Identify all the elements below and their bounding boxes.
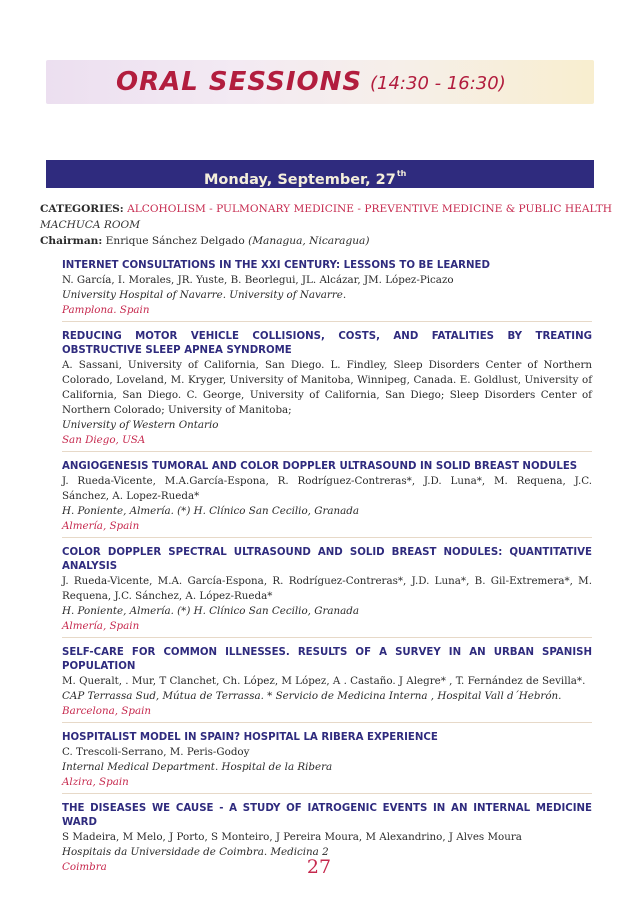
day-suffix: th — [396, 169, 407, 178]
session-title: COLOR DOPPLER SPECTRAL ULTRASOUND AND SOLID BREAST NODULES: QUANTITATIVE ANALYSIS — [62, 547, 592, 572]
session-institution: Hospitais da Universidade de Coimbra. Medicina 2 — [62, 846, 329, 858]
categories-value: ALCOHOLISM - PULMONARY MEDICINE - PREVENTIVE MEDICINE & PUBLIC HEALTH — [127, 203, 613, 215]
session-city: Almería, Spain — [62, 620, 140, 632]
session-authors: A. Sassani, University of California, San Diego. L. Findley, Sleep Disorders Center of Northern Colorado, Loveland, M. Kryger, University of Manitoba, Winnipeg, Canada. E. Goldlust, University of California, San Diego. C. George, University of California, San Diego; Sleep Disorders Center of Northern Colorado; University of Manitoba; — [62, 359, 592, 416]
session-institution: H. Poniente, Almería. (*) H. Clínico San Cecilio, Granada — [62, 505, 360, 517]
session-item — [62, 646, 592, 723]
session-list — [62, 259, 592, 883]
session-institution: Internal Medical Department. Hospital de la Ribera — [62, 761, 333, 773]
session-title: ANGIOGENESIS TUMORAL AND COLOR DOPPLER ULTRASOUND IN SOLID BREAST NODULES — [62, 461, 578, 472]
page-number: 27 — [306, 856, 332, 878]
session-divider — [62, 722, 592, 723]
session-authors: J. Rueda-Vicente, M.A.García-Espona, R. Rodríguez-Contreras*, J.D. Luna*, M. Requena, J.C. Sánchez, A. Lopez-Rueda* — [62, 475, 592, 502]
session-city: San Diego, USA — [62, 434, 146, 446]
session-authors: M. Queralt, . Mur, T Clanchet, Ch. López, M López, A . Castaño. J Alegre* , T. Fernández de Sevilla*. — [62, 675, 586, 687]
session-authors: N. García, I. Morales, JR. Yuste, B. Beorlegui, JL. Alcázar, JM. López-Picazo — [62, 274, 454, 286]
session-divider — [62, 793, 592, 794]
session-institution: CAP Terrassa Sud, Mútua de Terrassa. * Servicio de Medicina Interna , Hospital Vall d´Hebrón. — [62, 690, 562, 702]
session-institution: University of Western Ontario — [62, 419, 219, 431]
session-city: Alzira, Spain — [62, 776, 129, 788]
session-meta — [40, 201, 613, 249]
chairman-row — [40, 233, 600, 249]
session-authors: S Madeira, M Melo, J Porto, S Monteiro, J Pereira Moura, M Alexandrino, J Alves Moura — [62, 831, 522, 843]
session-divider — [62, 537, 592, 538]
session-divider — [62, 637, 592, 638]
session-time: (14:30 - 16:30) — [370, 73, 506, 94]
room-name: MACHUCA ROOM — [40, 219, 141, 231]
categories-label: CATEGORIES: — [40, 203, 124, 215]
session-title: THE DISEASES WE CAUSE - A STUDY OF IATROGENIC EVENTS IN AN INTERNAL MEDICINE WARD — [62, 803, 592, 828]
session-divider — [62, 451, 592, 452]
session-authors: C. Trescoli-Serrano, M. Peris-Godoy — [62, 746, 250, 758]
session-institution: University Hospital of Navarre. University of Navarre. — [62, 289, 347, 301]
categories-row — [40, 201, 613, 217]
session-item — [62, 546, 592, 638]
session-city: Almería, Spain — [62, 520, 140, 532]
session-item — [62, 259, 592, 322]
session-item — [62, 330, 592, 452]
session-city: Pamplona. Spain — [62, 304, 150, 316]
chairman-place: (Managua, Nicaragua) — [248, 235, 370, 247]
chairman-name: Enrique Sánchez Delgado — [105, 235, 245, 247]
chairman-label: Chairman: — [40, 235, 103, 247]
session-title: REDUCING MOTOR VEHICLE COLLISIONS, COSTS, AND FATALITIES BY TREATING OBSTRUCTIVE SLEEP APNEA SYNDROME — [62, 331, 592, 356]
page-title: ORAL SESSIONS — [116, 67, 363, 97]
session-title: SELF-CARE FOR COMMON ILLNESSES. RESULTS OF A SURVEY IN AN URBAN SPANISH POPULATION — [62, 647, 592, 672]
session-item — [62, 731, 592, 794]
session-authors: J. Rueda-Vicente, M.A. García-Espona, R. Rodríguez-Contreras*, J.D. Luna*, B. Gil-Extremera*, M. Requena, J.C. Sánchez, A. López-Rueda* — [62, 575, 592, 602]
session-city: Barcelona, Spain — [62, 705, 152, 717]
session-city: Coimbra — [62, 861, 107, 873]
session-title: HOSPITALIST MODEL IN SPAIN? HOSPITAL LA RIBERA EXPERIENCE — [62, 732, 438, 743]
day-header — [46, 160, 594, 188]
session-divider — [62, 321, 592, 322]
day-label: Monday, September, 27 — [204, 172, 396, 188]
session-institution: H. Poniente, Almería. (*) H. Clínico San Cecilio, Granada — [62, 605, 360, 617]
day-label-wrap — [204, 160, 406, 194]
session-title: INTERNET CONSULTATIONS IN THE XXI CENTURY: LESSONS TO BE LEARNED — [62, 260, 490, 271]
session-item — [62, 460, 592, 538]
